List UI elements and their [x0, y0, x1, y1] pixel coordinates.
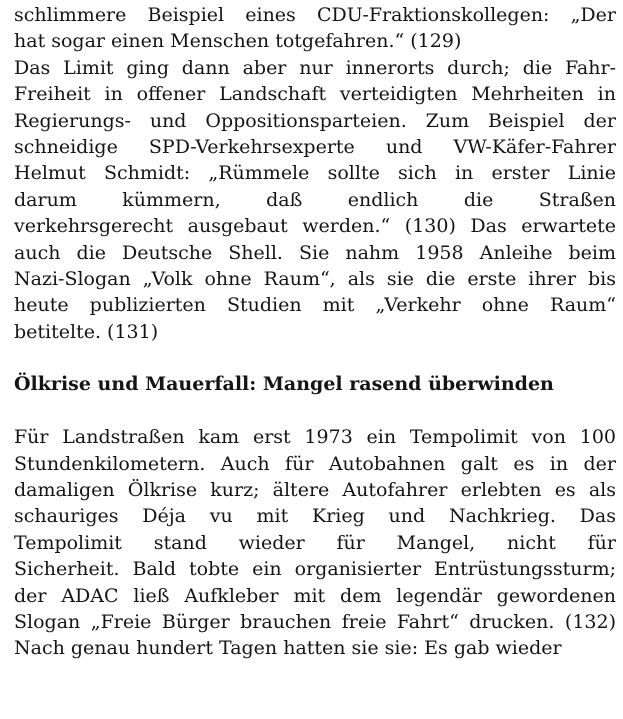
text-line: auch die Deutsche Shell. Sie nahm 1958 Anleihe beim: [14, 241, 616, 264]
paragraph-oil-crisis: [14, 424, 616, 662]
text-line: schlimmere Beispiel eines CDU-Fraktionskollegen: „Der: [14, 4, 616, 26]
text-line: Stundenkilometern. Auch für Autobahnen galt es in der: [14, 452, 616, 475]
text-line: schneidige SPD-Verkehrsexperte und VW-Käfer-Fahrer: [14, 135, 616, 158]
text-line: der ADAC ließ Aufkleber mit dem legendär gewordenen: [14, 584, 616, 607]
paragraph-gap: [14, 398, 616, 424]
text-line: hat sogar einen Menschen totgefahren.“ (129): [14, 30, 462, 53]
text-line: darum kümmern, daß endlich die Straßen: [14, 188, 616, 211]
section-heading: Ölkrise und Mauerfall: Mangel rasend überwinden: [14, 373, 554, 396]
text-line: Nazi-Slogan „Volk ohne Raum“, als sie die erste ihrer bis: [14, 267, 616, 290]
paragraph-cdu-quote: [14, 2, 616, 55]
text-line: verkehrsgerecht ausgebaut werden.“ (130) Das erwartete: [14, 215, 616, 238]
text-line: heute publizierten Studien mit „Verkehr ohne Raum“: [14, 294, 616, 317]
paragraph-gap: [14, 345, 616, 371]
text-line: Helmut Schmidt: „Rümmele sollte sich in erster Linie: [14, 162, 616, 185]
text-line: betitelte. (131): [14, 320, 159, 343]
text-line: schauriges Déja vu mit Krieg und Nachkrieg. Das: [14, 505, 616, 528]
text-line: Für Landstraßen kam erst 1973 ein Tempolimit von 100: [14, 426, 616, 449]
paragraph-speed-limit: [14, 55, 616, 345]
text-line: Slogan „Freie Bürger brauchen freie Fahrt“ drucken. (132): [14, 610, 616, 633]
text-line: Das Limit ging dann aber nur innerorts durch; die Fahr-: [14, 56, 616, 79]
text-line: Tempolimit stand wieder für Mangel, nicht für: [14, 531, 616, 554]
text-line: Nach genau hundert Tagen hatten sie sie: Es gab wieder: [14, 637, 562, 660]
text-line: Regierungs- und Oppositionsparteien. Zum Beispiel der: [14, 109, 616, 132]
text-line: damaligen Ölkrise kurz; ältere Autofahrer erlebten es als: [14, 479, 616, 502]
text-line: Sicherheit. Bald tobte ein organisierter Entrüstungssturm;: [14, 558, 616, 581]
text-line: Freiheit in offener Landschaft verteidigten Mehrheiten in: [14, 83, 616, 106]
